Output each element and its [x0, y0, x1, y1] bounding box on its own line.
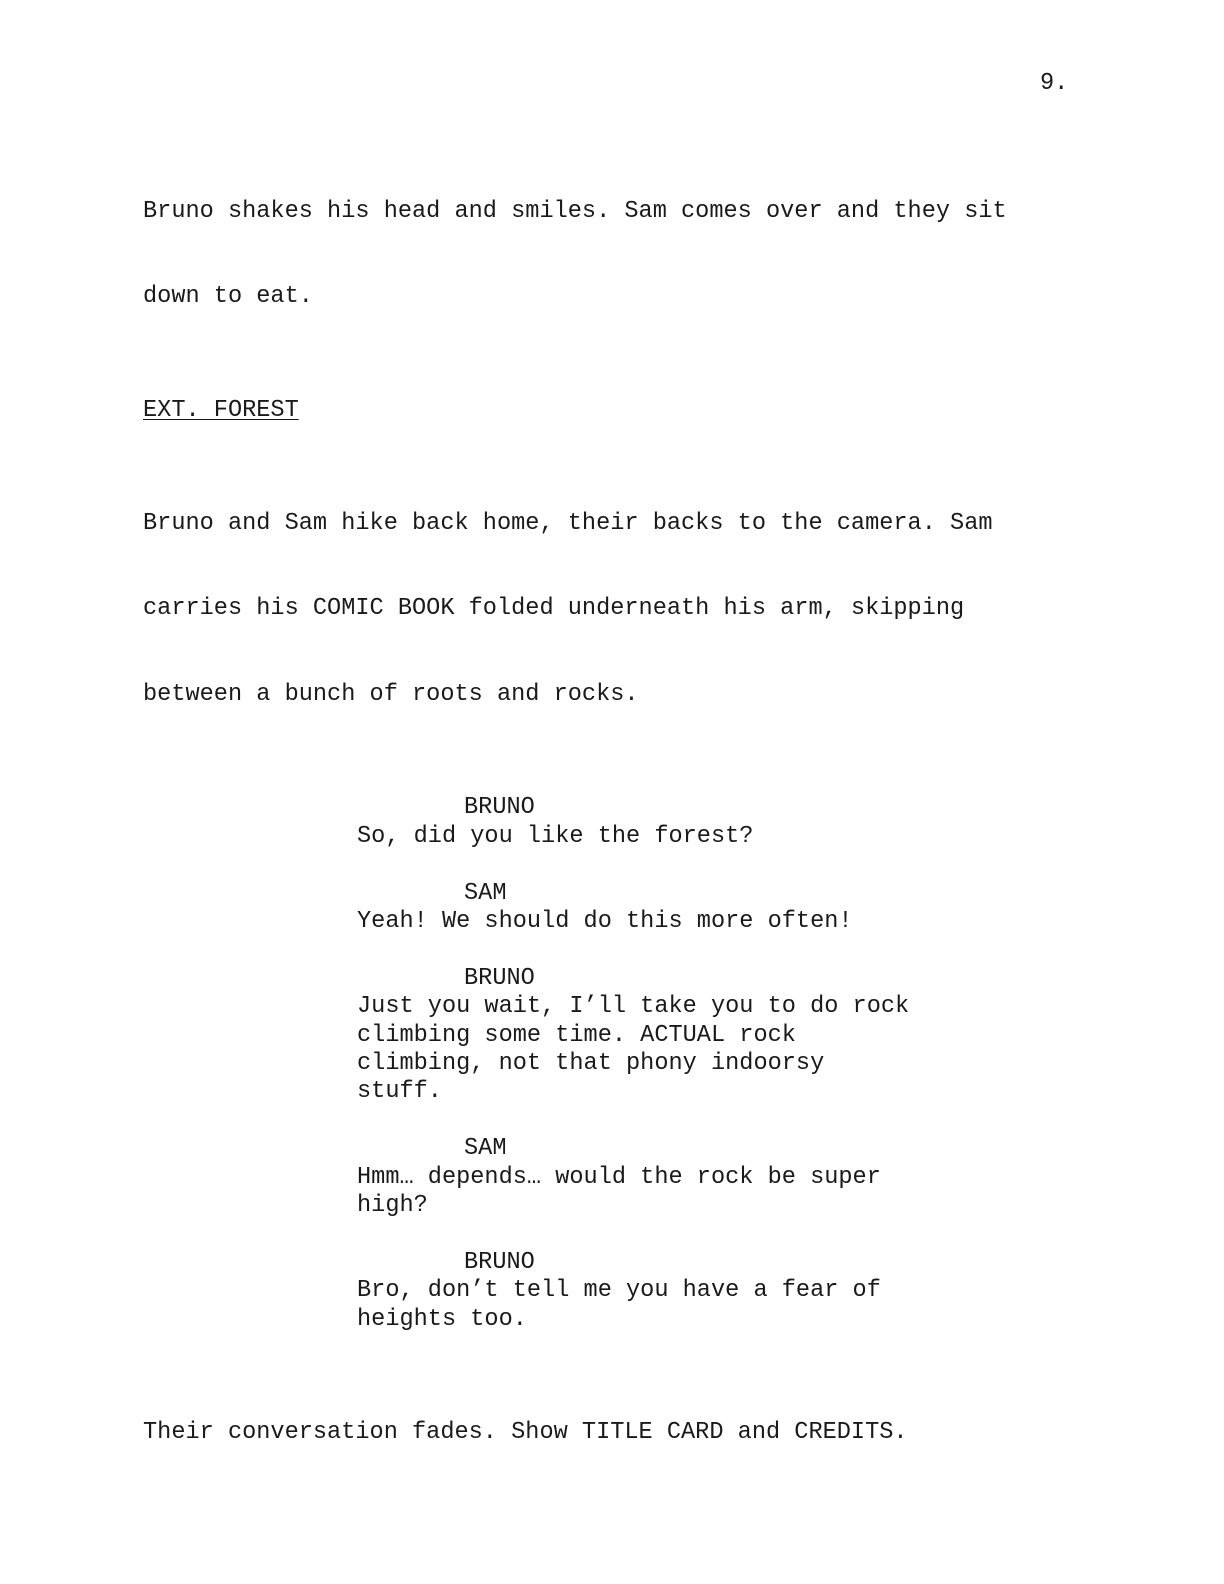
dialogue-line: heights too. [357, 1305, 527, 1333]
dialogue-line: stuff. [357, 1078, 442, 1106]
dialogue-line: climbing, not that phony indoorsy [357, 1049, 825, 1077]
character-name: BRUNO [464, 1248, 535, 1276]
scene-heading: EXT. FOREST [143, 396, 299, 424]
dialogue-line: Yeah! We should do this more often! [357, 907, 853, 935]
page-number: 9. [1040, 70, 1069, 97]
character-name: BRUNO [464, 794, 535, 822]
dialogue-block [143, 1249, 1043, 1334]
dialogue-line: Bro, don’t tell me you have a fear of [357, 1277, 881, 1305]
dialogue-block [143, 794, 1043, 851]
dialogue-block [143, 1135, 1043, 1220]
dialogue-block [143, 880, 1043, 937]
action-line: between a bunch of roots and rocks. [143, 680, 639, 708]
dialogue-line: Hmm… depends… would the rock be super [357, 1163, 881, 1191]
dialogue-line: high? [357, 1191, 428, 1219]
character-name: SAM [464, 1135, 507, 1163]
action-paragraph [143, 453, 1043, 765]
character-name: BRUNO [464, 964, 535, 992]
action-line: carries his COMIC BOOK folded underneath his arm, skipping [143, 595, 965, 623]
dialogue-line: Just you wait, I’ll take you to do rock [357, 993, 910, 1021]
action-line: Bruno and Sam hike back home, their backs to the camera. Sam [143, 510, 993, 538]
character-name: SAM [464, 879, 507, 907]
dialogue-line: climbing some time. ACTUAL rock [357, 1021, 796, 1049]
dialogue-line: So, did you like the forest? [357, 822, 754, 850]
dialogue-block [143, 965, 1043, 1107]
action-line: Their conversation fades. Show TITLE CARD and CREDITS. [143, 1419, 908, 1447]
screenplay-body [143, 141, 1043, 1533]
action-paragraph [143, 1362, 1043, 1504]
action-line: down to eat. [143, 283, 313, 311]
action-line: Bruno shakes his head and smiles. Sam comes over and they sit [143, 197, 1007, 225]
action-paragraph [143, 141, 1043, 368]
